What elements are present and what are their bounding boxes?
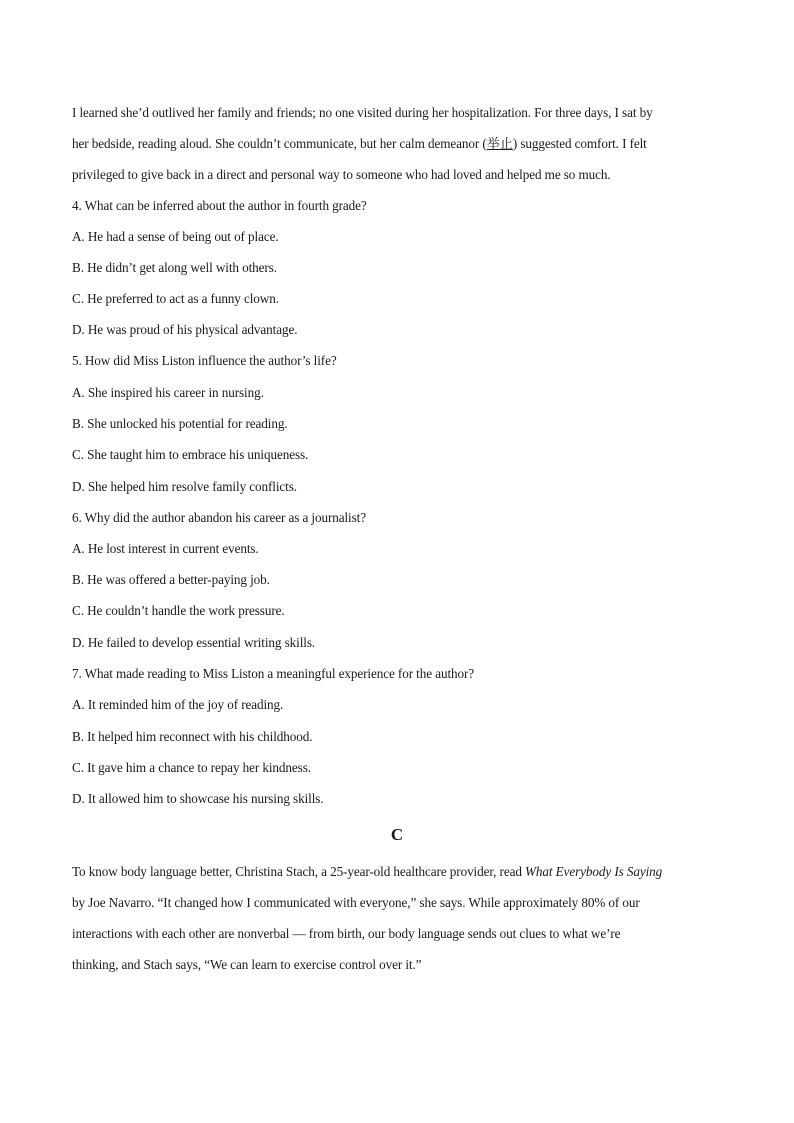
passage-line: I learned she’d outlived her family and friends; no one visited during her hospitalization. For three days, I sat by	[72, 105, 653, 120]
option: B. She unlocked his potential for reading.	[72, 416, 288, 431]
passage-line: thinking, and Stach says, “We can learn to exercise control over it.”	[72, 957, 422, 972]
question-stem: 4. What can be inferred about the author in fourth grade?	[72, 198, 367, 213]
option: D. He was proud of his physical advantage.	[72, 322, 298, 337]
question-stem: 5. How did Miss Liston influence the author’s life?	[72, 353, 337, 368]
passage-line	[72, 864, 662, 880]
option: B. He didn’t get along well with others.	[72, 260, 277, 275]
passage-line: by Joe Navarro. “It changed how I communicated with everyone,” she says. While approximately 80% of our	[72, 895, 640, 910]
option: D. It allowed him to showcase his nursing skills.	[72, 791, 324, 806]
passage-text: ) suggested comfort. I felt	[512, 136, 647, 151]
passage-text: To know body language better, Christina Stach, a 25-year-old healthcare provider, read	[72, 864, 526, 879]
section-heading: C	[390, 825, 404, 844]
gloss-word: 举止	[486, 136, 513, 151]
option: D. She helped him resolve family conflicts.	[72, 479, 297, 494]
passage-line: privileged to give back in a direct and personal way to someone who had loved and helped me so much.	[72, 167, 611, 182]
book-title: What Everybody Is Saying	[525, 864, 663, 879]
option: C. He preferred to act as a funny clown.	[72, 291, 279, 306]
passage-line	[72, 136, 647, 152]
option: C. It gave him a chance to repay her kindness.	[72, 760, 311, 775]
option: B. He was offered a better-paying job.	[72, 572, 270, 587]
option: D. He failed to develop essential writing skills.	[72, 635, 316, 650]
option: C. She taught him to embrace his uniqueness.	[72, 447, 309, 462]
option: B. It helped him reconnect with his childhood.	[72, 729, 313, 744]
question-stem: 6. Why did the author abandon his career as a journalist?	[72, 510, 366, 525]
option: C. He couldn’t handle the work pressure.	[72, 603, 285, 618]
option: A. She inspired his career in nursing.	[72, 385, 264, 400]
option: A. It reminded him of the joy of reading.	[72, 697, 284, 712]
question-stem: 7. What made reading to Miss Liston a meaningful experience for the author?	[72, 666, 475, 681]
option: A. He had a sense of being out of place.	[72, 229, 279, 244]
passage-line: interactions with each other are nonverbal — from birth, our body language sends out clues to what we’re	[72, 926, 621, 941]
option: A. He lost interest in current events.	[72, 541, 259, 556]
passage-text: her bedside, reading aloud. She couldn’t communicate, but her calm demeanor (	[72, 136, 487, 151]
